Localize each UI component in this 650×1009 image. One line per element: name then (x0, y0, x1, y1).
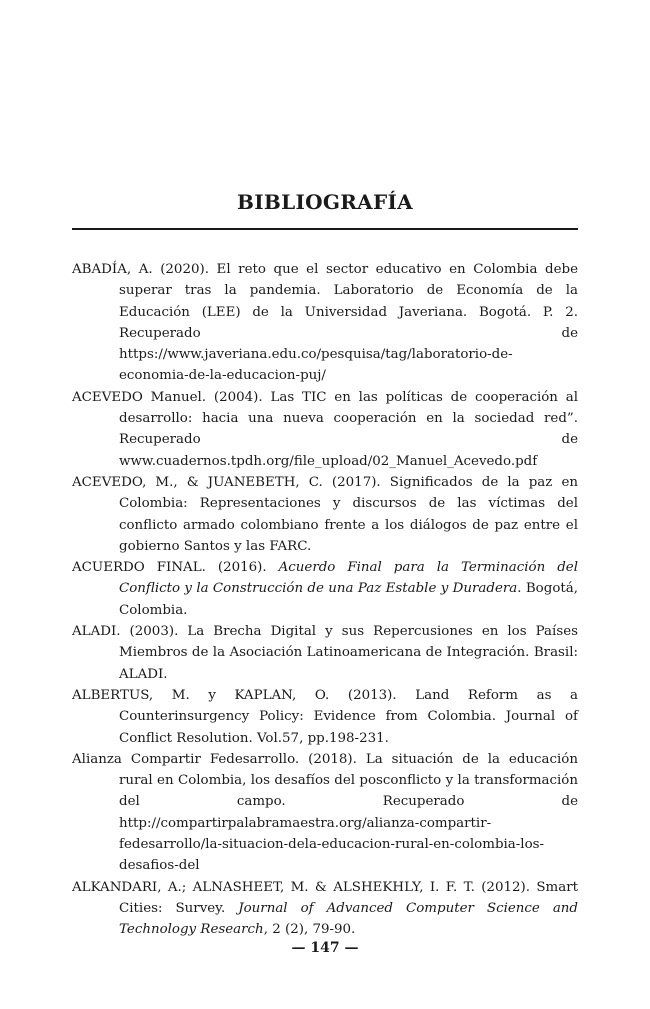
entry-italic-title: Acuerdo Final para la Terminación del Conflicto y la Construcción de una Paz Estable y Duradera (119, 560, 578, 597)
bibliography-entry-aladi: ALADI. (2003). La Brecha Digital y sus Repercusiones en los Países Miembros de la Asociación Latinoamericana de Integración. Brasil: ALADI. (72, 624, 578, 682)
entry-text: ACUERDO FINAL. (2016). (72, 560, 279, 576)
entry-italic-title: Journal of Advanced Computer Science and Technology Research (119, 900, 579, 938)
bibliography-entry-albertus-kaplan: ALBERTUS, M. y KAPLAN, O. (2013). Land Reform as a Counterinsurgency Policy: Evidence from Colombia. Journal of Conflict Resolution. Vol.57, pp.198-231. (72, 687, 578, 746)
bibliography-entry-abadia: ABADÍA, A. (2020). El reto que el sector educativo en Colombia debe superar tras la pandemia. Laboratorio de Economía de la Educación (LEE) de la Universidad Javeriana. Bogotá. P. 2. Recuperado de https://www.javeriana.edu.co/pesquisa/tag/laboratorio-de-economia-de-la-educacion-puj/ (72, 262, 578, 384)
bibliography-entry-alianza-compartir: Alianza Compartir Fedesarrollo. (2018). La situación de la educación rural en Colombia, los desafíos del posconflicto y la transformación del campo. Recuperado de http://compartirpalabramaestra.org/alianza-compartir-fedesarrollo/la-situacion-dela-educacion-rural-en-colombia-los-desafios-del (72, 751, 578, 874)
bibliography-list (72, 259, 578, 941)
bibliography-entry-acuerdo-final (72, 557, 578, 621)
entry-text: ALKANDARI, A.; ALNASHEET, M. & ALSHEKHLY, I. F. T. (2012). Smart Cities: Survey. (72, 879, 578, 916)
entry-text: . Bogotá, Colombia. (119, 581, 578, 618)
page-number: — 147 — (291, 940, 359, 956)
bibliography-entry-acevedo-juanebeth: ACEVEDO, M., & JUANEBETH, C. (2017). Significados de la paz en Colombia: Representaciones y discursos de las víctimas del conflicto armado colombiano frente a los diálogos de paz entre el gobierno Santos y las FARC. (72, 474, 578, 554)
document-page (72, 0, 578, 1009)
bibliography-entry-acevedo-manuel: ACEVEDO Manuel. (2004). Las TIC en las políticas de cooperación al desarrollo: hacia una nueva cooperación en la sociedad red”. Recuperado de www.cuadernos.tpdh.org/file_upload/02_Manuel_Acevedo.pdf (72, 389, 578, 469)
title-divider (72, 228, 578, 230)
page-title: BIBLIOGRAFÍA (237, 190, 413, 214)
entry-text: , 2 (2), 79-90. (263, 922, 356, 938)
bibliography-entry-alkandari (72, 877, 578, 941)
